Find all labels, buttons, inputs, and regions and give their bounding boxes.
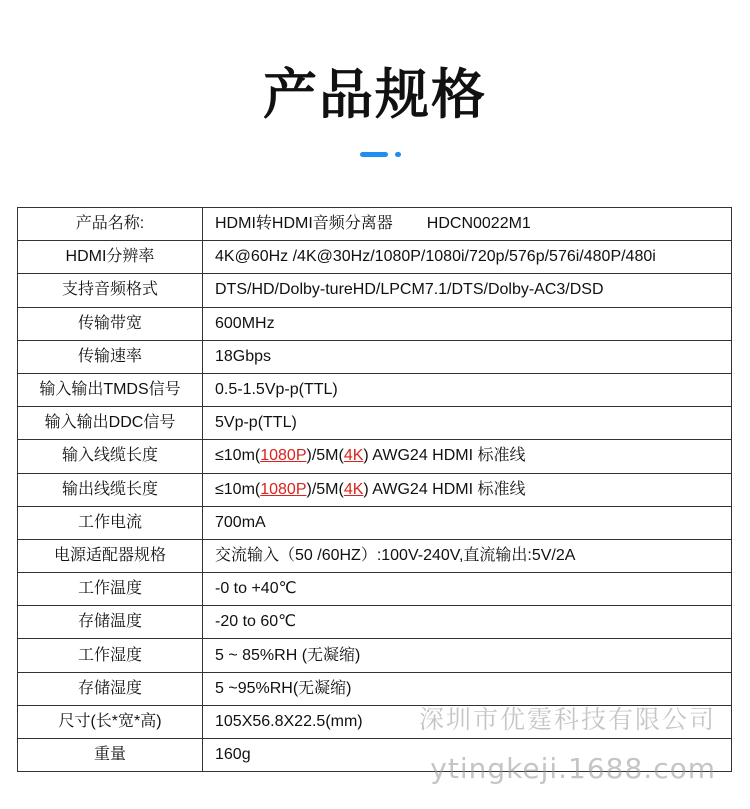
title-underline — [360, 152, 388, 157]
table-row — [18, 606, 732, 639]
spec-value — [203, 208, 732, 241]
title-underline-dot — [395, 152, 401, 157]
table-row — [18, 739, 732, 772]
value-text: ≤10m( — [215, 447, 261, 465]
table-row — [18, 307, 732, 340]
spec-label: 传输带宽 — [18, 307, 203, 340]
highlight-link[interactable]: 1080P — [260, 447, 307, 465]
model-number: HDCN0022M1 — [426, 215, 531, 233]
spec-label: 输入输出TMDS信号 — [18, 373, 203, 406]
spec-label: 工作温度 — [18, 573, 203, 606]
product-name: HDMI转HDMI音频分离器 — [215, 215, 393, 233]
table-row — [18, 573, 732, 606]
spec-label: 存储湿度 — [18, 672, 203, 705]
table-row — [18, 539, 732, 572]
spec-label: 输入输出DDC信号 — [18, 407, 203, 440]
spec-value: 交流输入（50 /60HZ）:100V-240V,直流输出:5V/2A — [203, 539, 732, 572]
spec-value: 160g — [203, 739, 732, 772]
value-text: )/5M( — [306, 447, 344, 465]
value-text: ) AWG24 HDMI 标准线 — [363, 447, 526, 465]
spec-value: 4K@60Hz /4K@30Hz/1080P/1080i/720p/576p/576i/480P/480i — [203, 241, 732, 274]
spec-value: 105X56.8X22.5(mm) — [203, 705, 732, 738]
highlight-link[interactable]: 4K — [343, 447, 364, 465]
table-row — [18, 639, 732, 672]
spec-label: 产品名称: — [18, 208, 203, 241]
spec-value: 5Vp-p(TTL) — [203, 407, 732, 440]
spec-value: DTS/HD/Dolby-tureHD/LPCM7.1/DTS/Dolby-AC3/DSD — [203, 274, 732, 307]
spec-label: 支持音频格式 — [18, 274, 203, 307]
watermark-url: ytingkeji.1688.com — [430, 752, 716, 785]
spec-label: 存储温度 — [18, 606, 203, 639]
page-title: 产品规格 — [263, 63, 487, 126]
spec-value: -20 to 60℃ — [203, 606, 732, 639]
table-row — [18, 705, 732, 738]
spec-value: 5 ~ 85%RH (无凝缩) — [203, 639, 732, 672]
spec-label: HDMI分辨率 — [18, 241, 203, 274]
spec-label: 输入线缆长度 — [18, 440, 203, 473]
spec-value: 600MHz — [203, 307, 732, 340]
value-text: ) AWG24 HDMI 标准线 — [363, 480, 526, 498]
spec-label: 重量 — [18, 739, 203, 772]
spec-label: 传输速率 — [18, 340, 203, 373]
spec-label: 工作电流 — [18, 506, 203, 539]
table-row — [18, 241, 732, 274]
spec-label: 尺寸(长*宽*高) — [18, 705, 203, 738]
table-row — [18, 340, 732, 373]
value-text: )/5M( — [306, 480, 344, 498]
spec-label: 输出线缆长度 — [18, 473, 203, 506]
spec-value: -0 to +40℃ — [203, 573, 732, 606]
table-row — [18, 208, 732, 241]
watermark-company: 深圳市优霆科技有限公司 — [418, 705, 716, 734]
table-row — [18, 440, 732, 473]
table-row — [18, 373, 732, 406]
spec-table — [17, 207, 732, 772]
highlight-link[interactable]: 4K — [343, 480, 364, 498]
value-text: ≤10m( — [215, 480, 261, 498]
spec-label: 工作湿度 — [18, 639, 203, 672]
table-row — [18, 274, 732, 307]
spec-value — [203, 473, 732, 506]
spec-value — [203, 440, 732, 473]
highlight-link[interactable]: 1080P — [260, 480, 307, 498]
table-row — [18, 407, 732, 440]
table-row — [18, 506, 732, 539]
spec-value: 0.5-1.5Vp-p(TTL) — [203, 373, 732, 406]
spec-label: 电源适配器规格 — [18, 539, 203, 572]
table-row — [18, 672, 732, 705]
table-row — [18, 473, 732, 506]
spec-value: 5 ~95%RH(无凝缩) — [203, 672, 732, 705]
spec-value: 18Gbps — [203, 340, 732, 373]
spec-value: 700mA — [203, 506, 732, 539]
